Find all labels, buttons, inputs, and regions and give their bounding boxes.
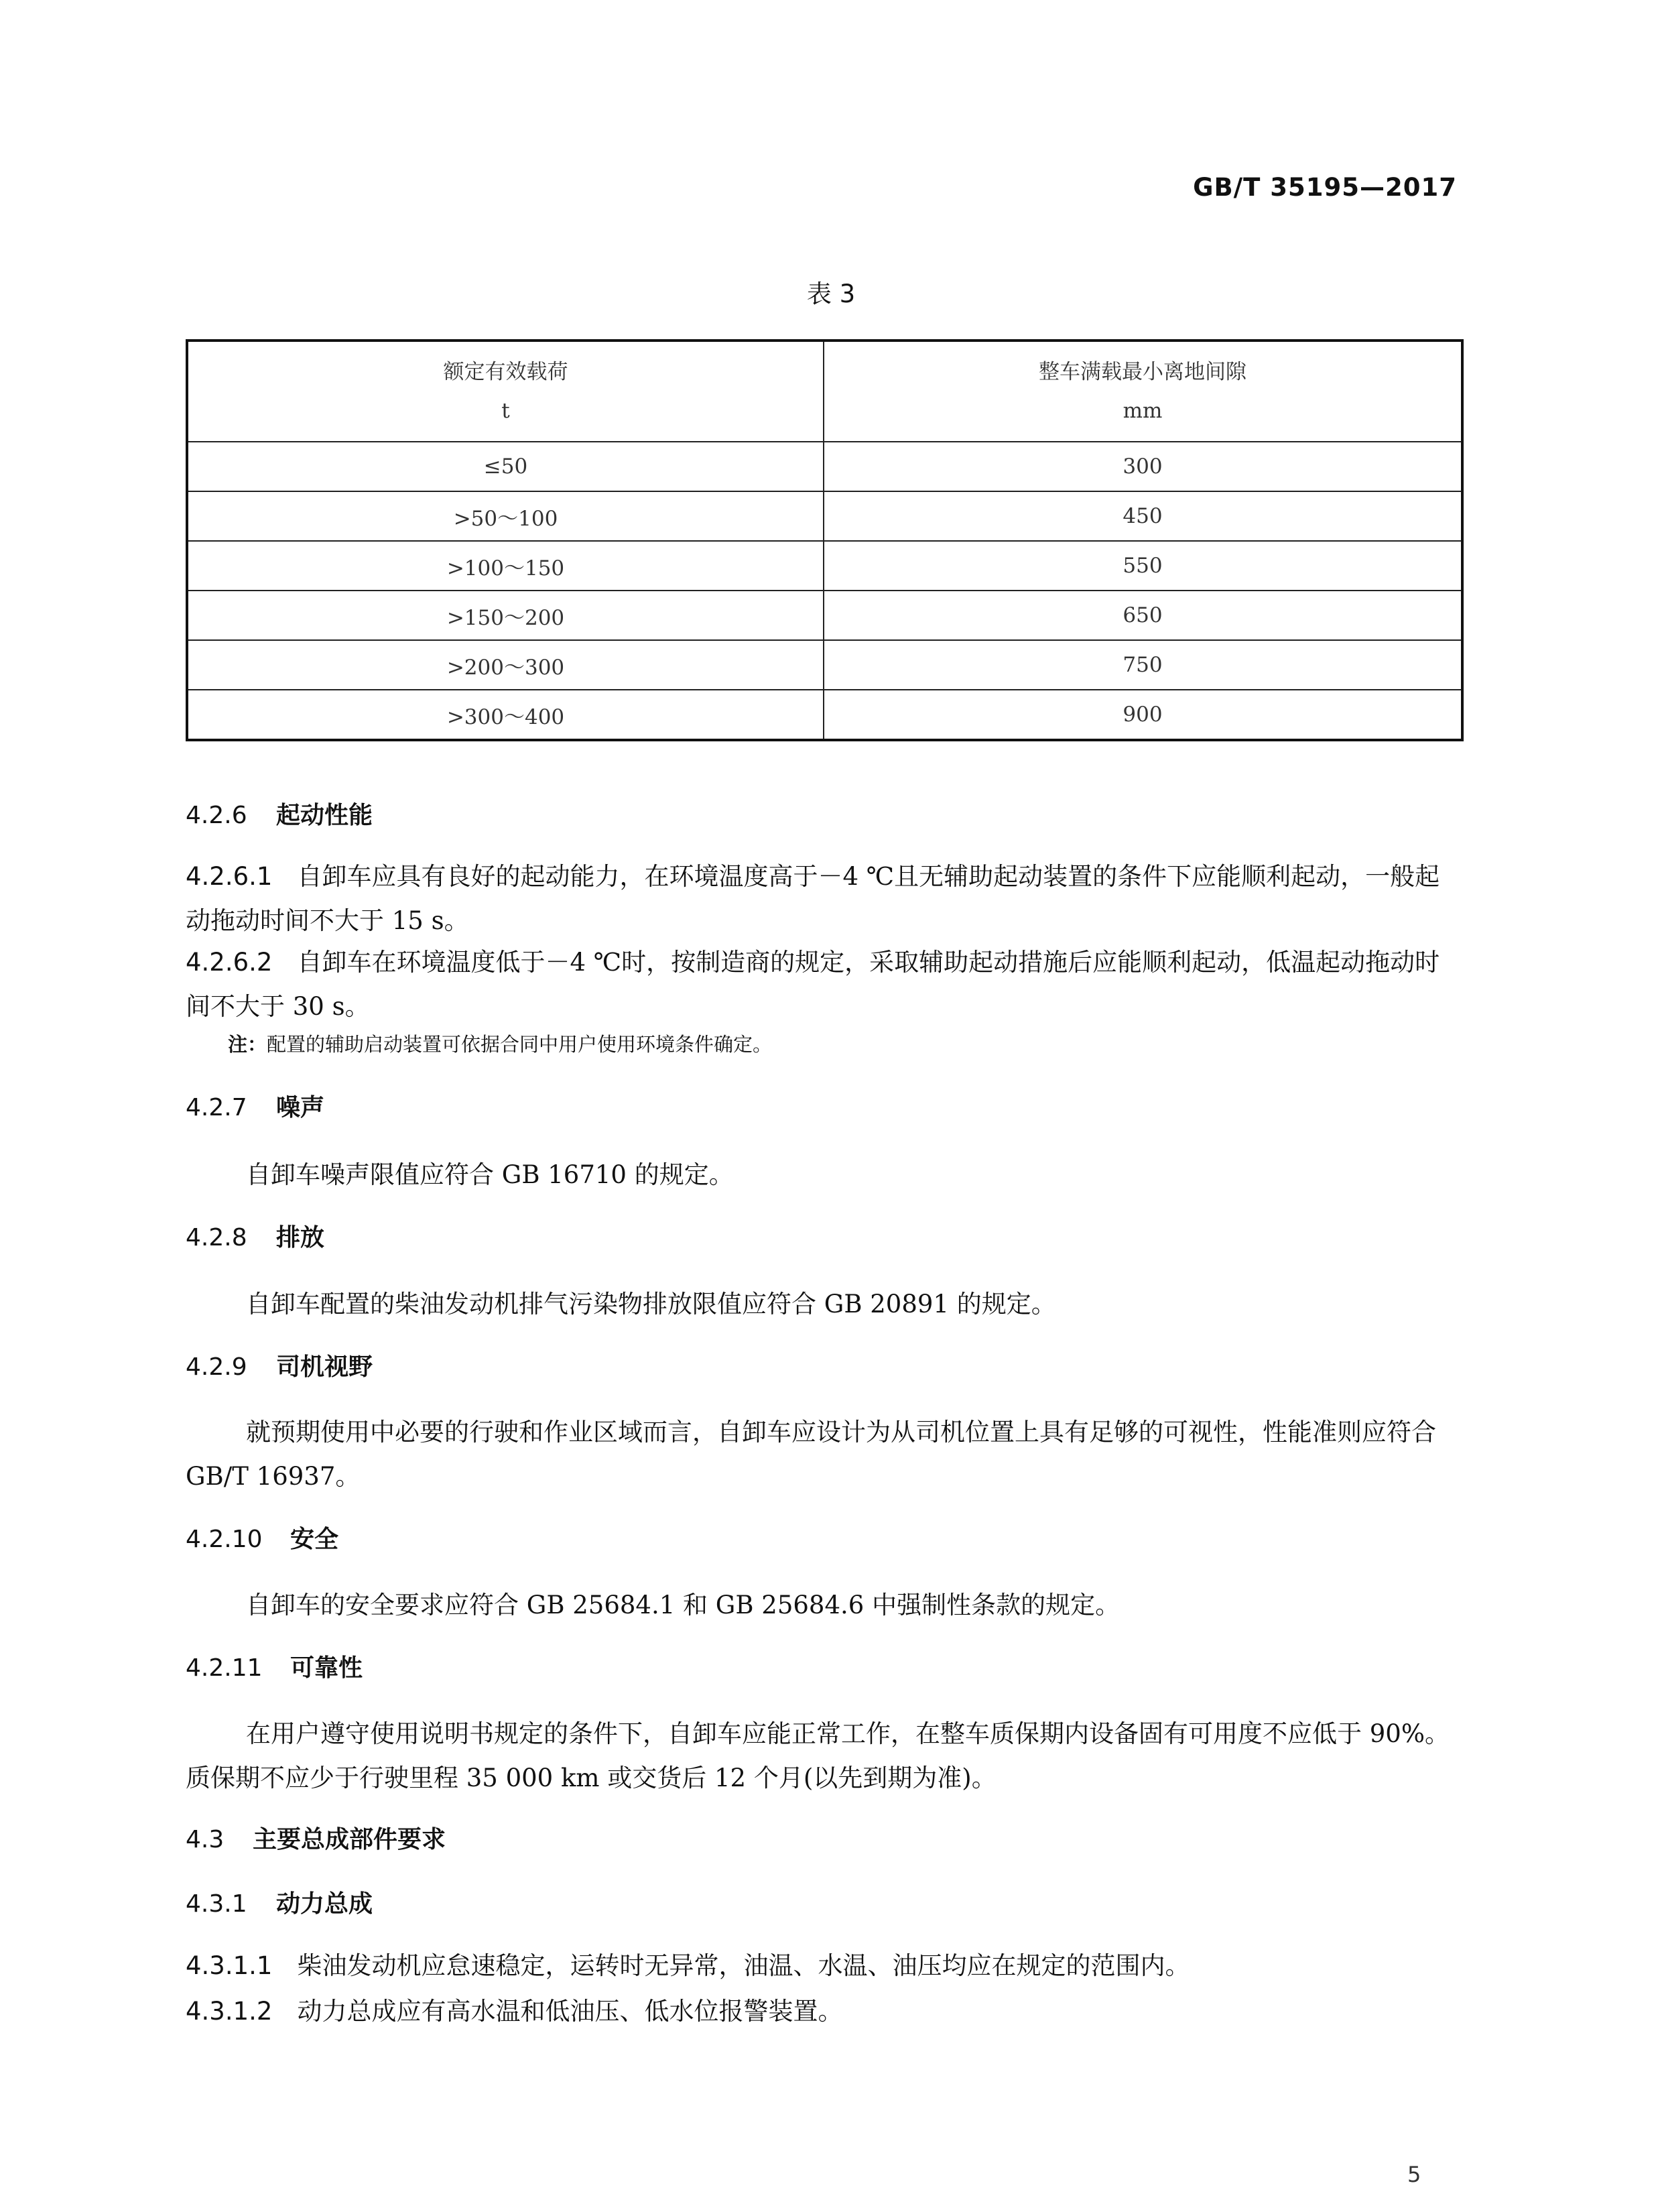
section-heading-4-3-1: [186, 1885, 373, 1919]
header-ground-clearance: [824, 341, 1462, 442]
section-number: 4.3: [186, 1826, 225, 1853]
cell-load: >150～200: [187, 591, 824, 640]
section-title: 起动性能: [276, 802, 373, 829]
clause-4-3-1-1: [186, 1944, 1464, 1988]
table-title: 表 3: [806, 280, 856, 308]
standard-code: GB/T 35195—2017: [1193, 173, 1457, 202]
section-title: 噪声: [276, 1094, 325, 1121]
section-title: 可靠性: [290, 1654, 363, 1682]
header-ground-clearance-label: 整车满载最小离地间隙: [1039, 360, 1246, 384]
section-heading-4-2-6: [186, 796, 373, 831]
header-rated-load-label: 额定有效载荷: [443, 360, 568, 384]
table-row: [187, 690, 1462, 740]
ground-clearance-table: [186, 339, 1464, 741]
cell-load: >50～100: [187, 491, 824, 541]
table-row: [187, 491, 1462, 541]
section-number: 4.2.6: [186, 802, 247, 829]
section-title: 主要总成部件要求: [253, 1826, 446, 1853]
header-rated-load: [187, 341, 824, 442]
cell-clearance: 450: [824, 491, 1462, 541]
cell-load: >100～150: [187, 541, 824, 591]
section-heading-4-2-7: [186, 1089, 324, 1123]
cell-clearance: 900: [824, 690, 1462, 740]
section-title: 动力总成: [276, 1890, 373, 1918]
cell-clearance: 750: [824, 640, 1462, 690]
clause-4-2-6-2: [186, 940, 1464, 1029]
note-text: 配置的辅助启动装置可依据合同中用户使用环境条件确定。: [267, 1033, 773, 1056]
page-number: 5: [1407, 2162, 1421, 2187]
table-row: [187, 541, 1462, 591]
paragraph-noise: 自卸车噪声限值应符合 GB 16710 的规定。: [246, 1160, 734, 1189]
clause-number: 4.3.1.2: [186, 1997, 273, 2026]
table-header-row: [187, 341, 1462, 442]
paragraph-emission: 自卸车配置的柴油发动机排气污染物排放限值应符合 GB 20891 的规定。: [246, 1290, 1056, 1318]
note: [228, 1030, 1464, 1057]
section-heading-4-2-11: [186, 1649, 363, 1683]
clause-4-3-1-2: [186, 1989, 1464, 2034]
section-number: 4.2.8: [186, 1224, 247, 1251]
paragraph-safety: 自卸车的安全要求应符合 GB 25684.1 和 GB 25684.6 中强制性条款的规定。: [246, 1591, 1121, 1619]
clause-4-2-6-1: [186, 855, 1464, 943]
cell-load: >300～400: [187, 690, 824, 740]
section-title: 排放: [276, 1224, 325, 1251]
clause-number: 4.3.1.1: [186, 1951, 273, 1980]
cell-load: ≤50: [187, 442, 824, 491]
header-rated-load-unit: t: [501, 399, 510, 423]
note-label: 注：: [228, 1033, 267, 1056]
clause-text: 自卸车应具有良好的起动能力，在环境温度高于－4 ℃且无辅助起动装置的条件下应能顺利起动，一般起动拖动时间不大于 15 s。: [186, 862, 1440, 935]
section-number: 4.2.11: [186, 1654, 263, 1682]
table-row: [187, 442, 1462, 491]
section-number: 4.3.1: [186, 1890, 247, 1918]
paragraph-driver-visibility: 就预期使用中必要的行驶和作业区域而言，自卸车应设计为从司机位置上具有足够的可视性，性能准则应符合 GB/T 16937。: [186, 1418, 1436, 1491]
cell-load: >200～300: [187, 640, 824, 690]
section-heading-4-2-8: [186, 1219, 324, 1253]
section-number: 4.2.10: [186, 1526, 263, 1553]
section-heading-4-2-10: [186, 1520, 338, 1554]
section-number: 4.2.9: [186, 1353, 247, 1381]
clause-text: 自卸车在环境温度低于－4 ℃时，按制造商的规定，采取辅助起动措施后应能顺利起动，低温起动拖动时间不大于 30 s。: [186, 948, 1440, 1021]
clause-text: 动力总成应有高水温和低油压、低水位报警装置。: [297, 1997, 843, 2026]
paragraph-reliability: 在用户遵守使用说明书规定的条件下，自卸车应能正常工作，在整车质保期内设备固有可用度不应低于 90%。质保期不应少于行驶里程 35 000 km 或交货后 12 个月(以先到期为准)。: [186, 1719, 1450, 1792]
cell-clearance: 550: [824, 541, 1462, 591]
section-title: 安全: [290, 1526, 339, 1553]
section-number: 4.2.7: [186, 1094, 247, 1121]
clause-number: 4.2.6.2: [186, 948, 273, 977]
section-title: 司机视野: [276, 1353, 373, 1381]
header-ground-clearance-unit: mm: [1123, 399, 1163, 423]
section-heading-4-2-9: [186, 1348, 373, 1382]
clause-number: 4.2.6.1: [186, 862, 273, 891]
cell-clearance: 650: [824, 591, 1462, 640]
table-row: [187, 591, 1462, 640]
clause-text: 柴油发动机应怠速稳定，运转时无异常，油温、水温、油压均应在规定的范围内。: [297, 1951, 1190, 1980]
cell-clearance: 300: [824, 442, 1462, 491]
table-row: [187, 640, 1462, 690]
section-heading-4-3: [186, 1821, 446, 1855]
